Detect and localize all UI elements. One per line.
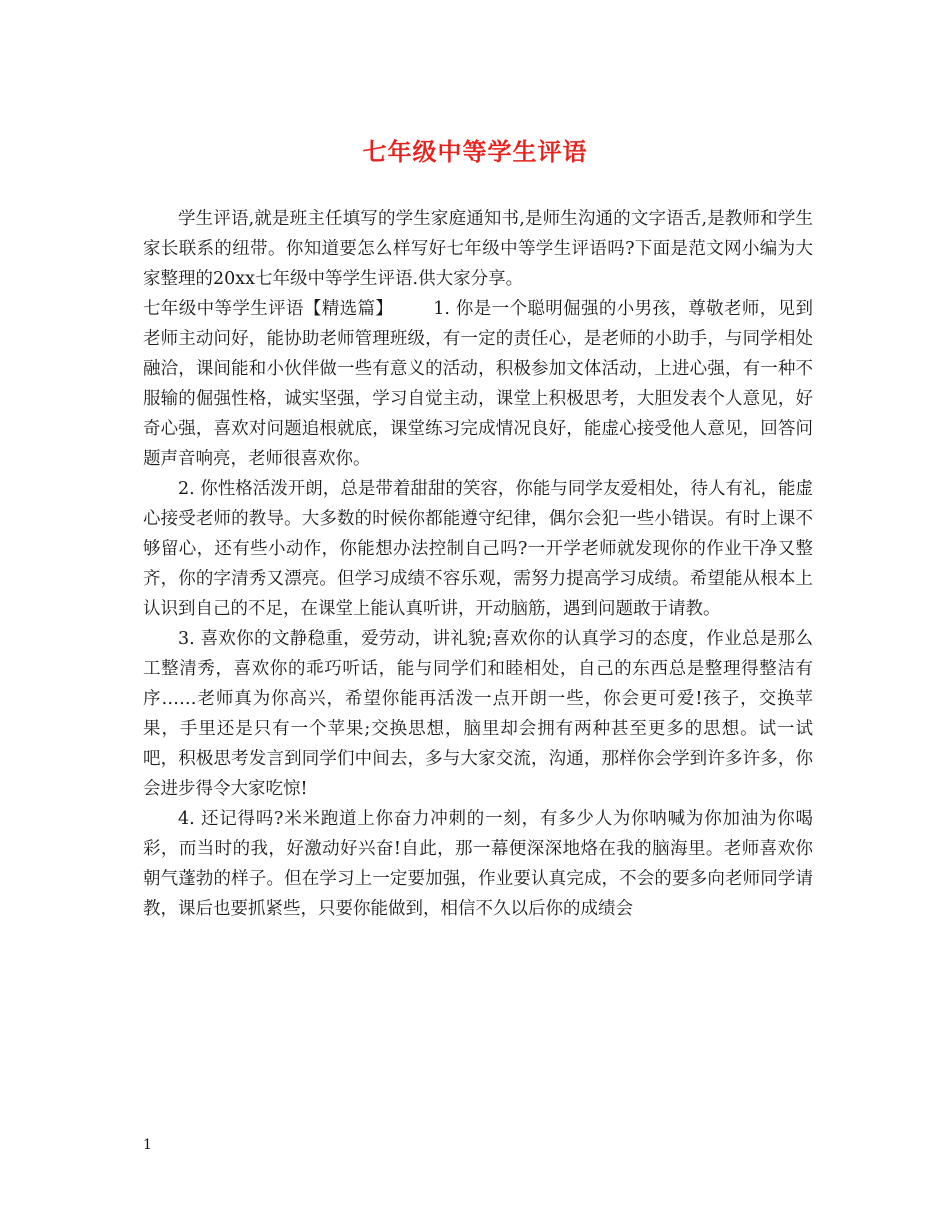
comment-item-2: 2. 你性格活泼开朗，总是带着甜甜的笑容，你能与同学友爱相处，待人有礼，能虚心接受老师的教导。大多数的时候你都能遵守纪律，偶尔会犯一些小错误。有时上课不够留心，还有些小动作，你能想办法控制自己吗?一开学老师就发现你的作业干净又整齐，你的字清秀又漂亮。但学习成绩不容乐观，需努力提高学习成绩。希望能从根本上认识到自己的不足，在课堂上能认真听讲，开动脑筋，遇到问题敢于请教。	[143, 479, 813, 619]
section-paragraph-1	[143, 294, 813, 474]
comment-item-3: 3. 喜欢你的文静稳重，爱劳动，讲礼貌;喜欢你的认真学习的态度，作业总是那么工整清秀，喜欢你的乖巧听话，能与同学们和睦相处，自己的东西总是整理得整洁有序……老师真为你高兴，希望你能再活泼一点开朗一些，你会更可爱!孩子，交换苹果，手里还是只有一个苹果;交换思想，脑里却会拥有两种甚至更多的思想。试一试吧，积极思考发言到同学们中间去，多与大家交流，沟通，那样你会学到许多许多，你会进步得令大家吃惊!	[143, 629, 813, 799]
comment-item-1: 1. 你是一个聪明倔强的小男孩，尊敬老师，见到老师主动问好，能协助老师管理班级，有一定的责任心，是老师的小助手，与同学相处融洽，课间能和小伙伴做一些有意义的活动，积极参加文体活动，上进心强，有一种不服输的倔强性格，诚实坚强，学习自觉主动，课堂上积极思考，大胆发表个人意见，好奇心强，喜欢对问题追根就底，课堂练习完成情况良好，能虚心接受他人意见，回答问题声音响亮，老师很喜欢你。	[143, 299, 813, 469]
intro-paragraph: 学生评语,就是班主任填写的学生家庭通知书,是师生沟通的文字语舌,是教师和学生家长联系的纽带。你知道要怎么样写好七年级中等学生评语吗?下面是范文网小编为大家整理的20xx七年级中等学生评语.供大家分享。	[143, 209, 813, 289]
section-heading: 七年级中等学生评语【精选篇】	[143, 299, 394, 319]
document-body	[143, 204, 813, 924]
comment-item-4: 4. 还记得吗?米米跑道上你奋力冲刺的一刻，有多少人为你呐喊为你加油为你喝彩，而当时的我，好激动好兴奋!自此，那一幕便深深地烙在我的脑海里。老师喜欢你朝气蓬勃的样子。但在学习上一定要加强，作业要认真完成，不会的要多向老师同学请教，课后也要抓紧些，只要你能做到，相信不久以后你的成绩会	[143, 809, 813, 919]
page-number: 1	[143, 1137, 152, 1153]
document-title: 七年级中等学生评语	[362, 137, 588, 166]
